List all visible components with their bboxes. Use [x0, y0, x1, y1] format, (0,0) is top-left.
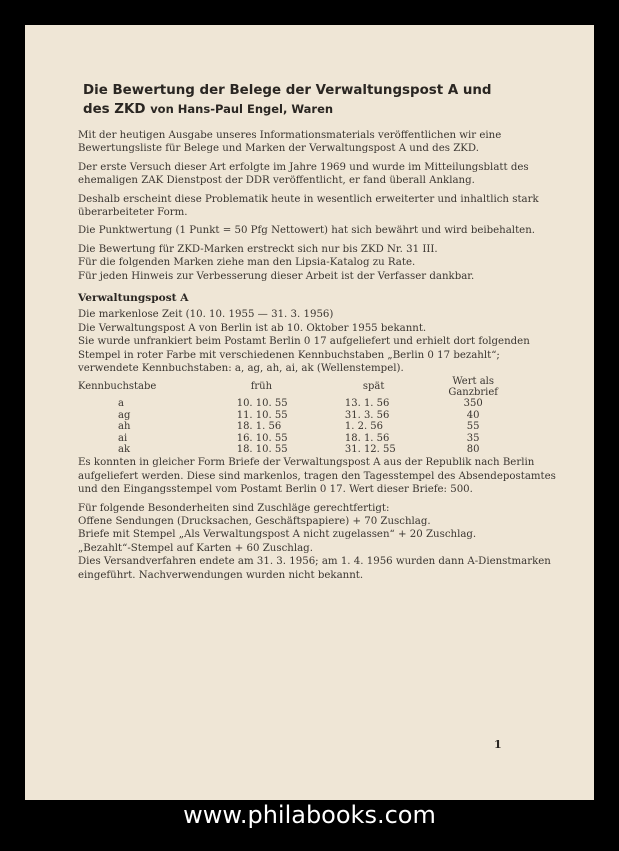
column-header: früh	[250, 381, 273, 393]
section-heading: Verwaltungspost A	[78, 292, 189, 305]
table-cell: 13. 1. 56	[344, 398, 390, 410]
stamp-value-table	[78, 376, 498, 456]
after-table-paragraph: Dies Versandverfahren endete am 31. 3. 1956; am 1. 4. 1956 wurden dann A-Dienstmarken eingeführt. Nachverwendungen wurden nicht bekannt.	[78, 556, 551, 581]
table-cell: 18. 1. 56	[344, 432, 390, 444]
table-cell: 10. 10. 55	[236, 398, 288, 410]
table-row	[78, 444, 498, 455]
intro-paragraph: Für die folgenden Marken ziehe man den Lipsia-Katalog zu Rate.	[78, 257, 416, 269]
after-table-paragraph: Für folgende Besonderheiten sind Zuschläge gerechtfertigt:	[78, 502, 390, 514]
table-cell: 11. 10. 55	[236, 409, 288, 421]
title-line-2-prefix: des ZKD	[83, 102, 146, 117]
column-header: Wert als Ganzbrief	[448, 375, 499, 398]
column-header: Kennbuchstabe	[78, 381, 157, 393]
table-cell: ah	[118, 421, 131, 433]
after-table-paragraph: Offene Sendungen (Drucksachen, Geschäftspapiere) + 70 Zuschlag.	[78, 515, 431, 527]
table-cell: ak	[118, 443, 131, 455]
title-line-1: Die Bewertung der Belege der Verwaltungspost A und	[83, 83, 492, 98]
table-cell: 18. 1. 56	[236, 421, 282, 433]
table-cell: 55	[466, 421, 480, 433]
section-period: Die markenlose Zeit (10. 10. 1955 — 31. 3. 1956)	[78, 309, 334, 321]
intro-paragraph: Deshalb erscheint diese Problematik heute in wesentlich erweiterter und inhaltlich stark überarbeiteter Form.	[78, 193, 539, 219]
table-row	[78, 433, 498, 444]
table-cell: 80	[466, 443, 480, 455]
footer-watermark-url: www.philabooks.com	[183, 801, 436, 829]
article-body	[78, 129, 563, 582]
table-cell: 16. 10. 55	[236, 432, 288, 444]
table-cell: 31. 3. 56	[344, 409, 390, 421]
table-cell: ai	[118, 432, 128, 444]
intro-paragraph: Für jeden Hinweis zur Verbesserung dieser Arbeit ist der Verfasser dankbar.	[78, 270, 475, 282]
after-table-paragraph: Briefe mit Stempel „Als Verwaltungspost A nicht zugelassen“ + 20 Zuschlag.	[78, 529, 477, 541]
table-header-row	[78, 376, 498, 399]
article-title	[83, 81, 563, 119]
table-row	[78, 398, 498, 409]
table-cell: a	[118, 398, 124, 410]
intro-paragraph: Die Bewertung für ZKD-Marken erstreckt sich nur bis ZKD Nr. 31 III.	[78, 243, 438, 255]
author-byline: von Hans-Paul Engel, Waren	[150, 102, 334, 116]
after-table-paragraph: Es konnten in gleicher Form Briefe der Verwaltungspost A aus der Republik nach Berlin aufgeliefert werden. Diese sind markenlos, tragen den Tagesstempel des Absendepostamtes und den Eingangsstempel vom Postamt Berlin 0 17. Wert dieser Briefe: 500.	[78, 457, 556, 496]
intro-paragraph: Der erste Versuch dieser Art erfolgte im Jahre 1969 und wurde im Mitteilungsblatt des ehemaligen ZAK Dienstpost der DDR veröffentlicht, er fand überall Anklang.	[78, 161, 529, 187]
table-cell: 35	[466, 432, 480, 444]
document-page	[25, 25, 594, 800]
table-cell: 40	[466, 409, 480, 421]
section-paragraph: Sie wurde unfrankiert beim Postamt Berlin 0 17 aufgeliefert und erhielt dort folgenden Stempel in roter Farbe mit verschiedenen Kennbuchstaben „Berlin 0 17 bezahlt“; verwendete Kennbuchstaben: a, ag, ah, ai, ak (Wellenstempel).	[78, 336, 530, 375]
intro-paragraph: Mit der heutigen Ausgabe unseres Informationsmaterials veröffentlichen wir eine Bewertungsliste für Belege und Marken der Verwaltungspost A und des ZKD.	[78, 130, 502, 155]
table-cell: 31. 12. 55	[344, 443, 396, 455]
table-cell: ag	[118, 409, 131, 421]
page-number: 1	[494, 738, 502, 751]
table-row	[78, 421, 498, 432]
column-header: spät	[362, 381, 385, 393]
table-cell: 1. 2. 56	[344, 421, 384, 433]
table-row	[78, 410, 498, 421]
intro-paragraph: Die Punktwertung (1 Punkt = 50 Pfg Nettowert) hat sich bewährt und wird beibehalten.	[78, 225, 535, 237]
table-cell: 18. 10. 55	[236, 443, 288, 455]
after-table-paragraph: „Bezahlt“-Stempel auf Karten + 60 Zuschlag.	[78, 542, 313, 554]
section-paragraph: Die Verwaltungspost A von Berlin ist ab 10. Oktober 1955 bekannt.	[78, 322, 427, 334]
table-cell: 350	[463, 398, 483, 410]
